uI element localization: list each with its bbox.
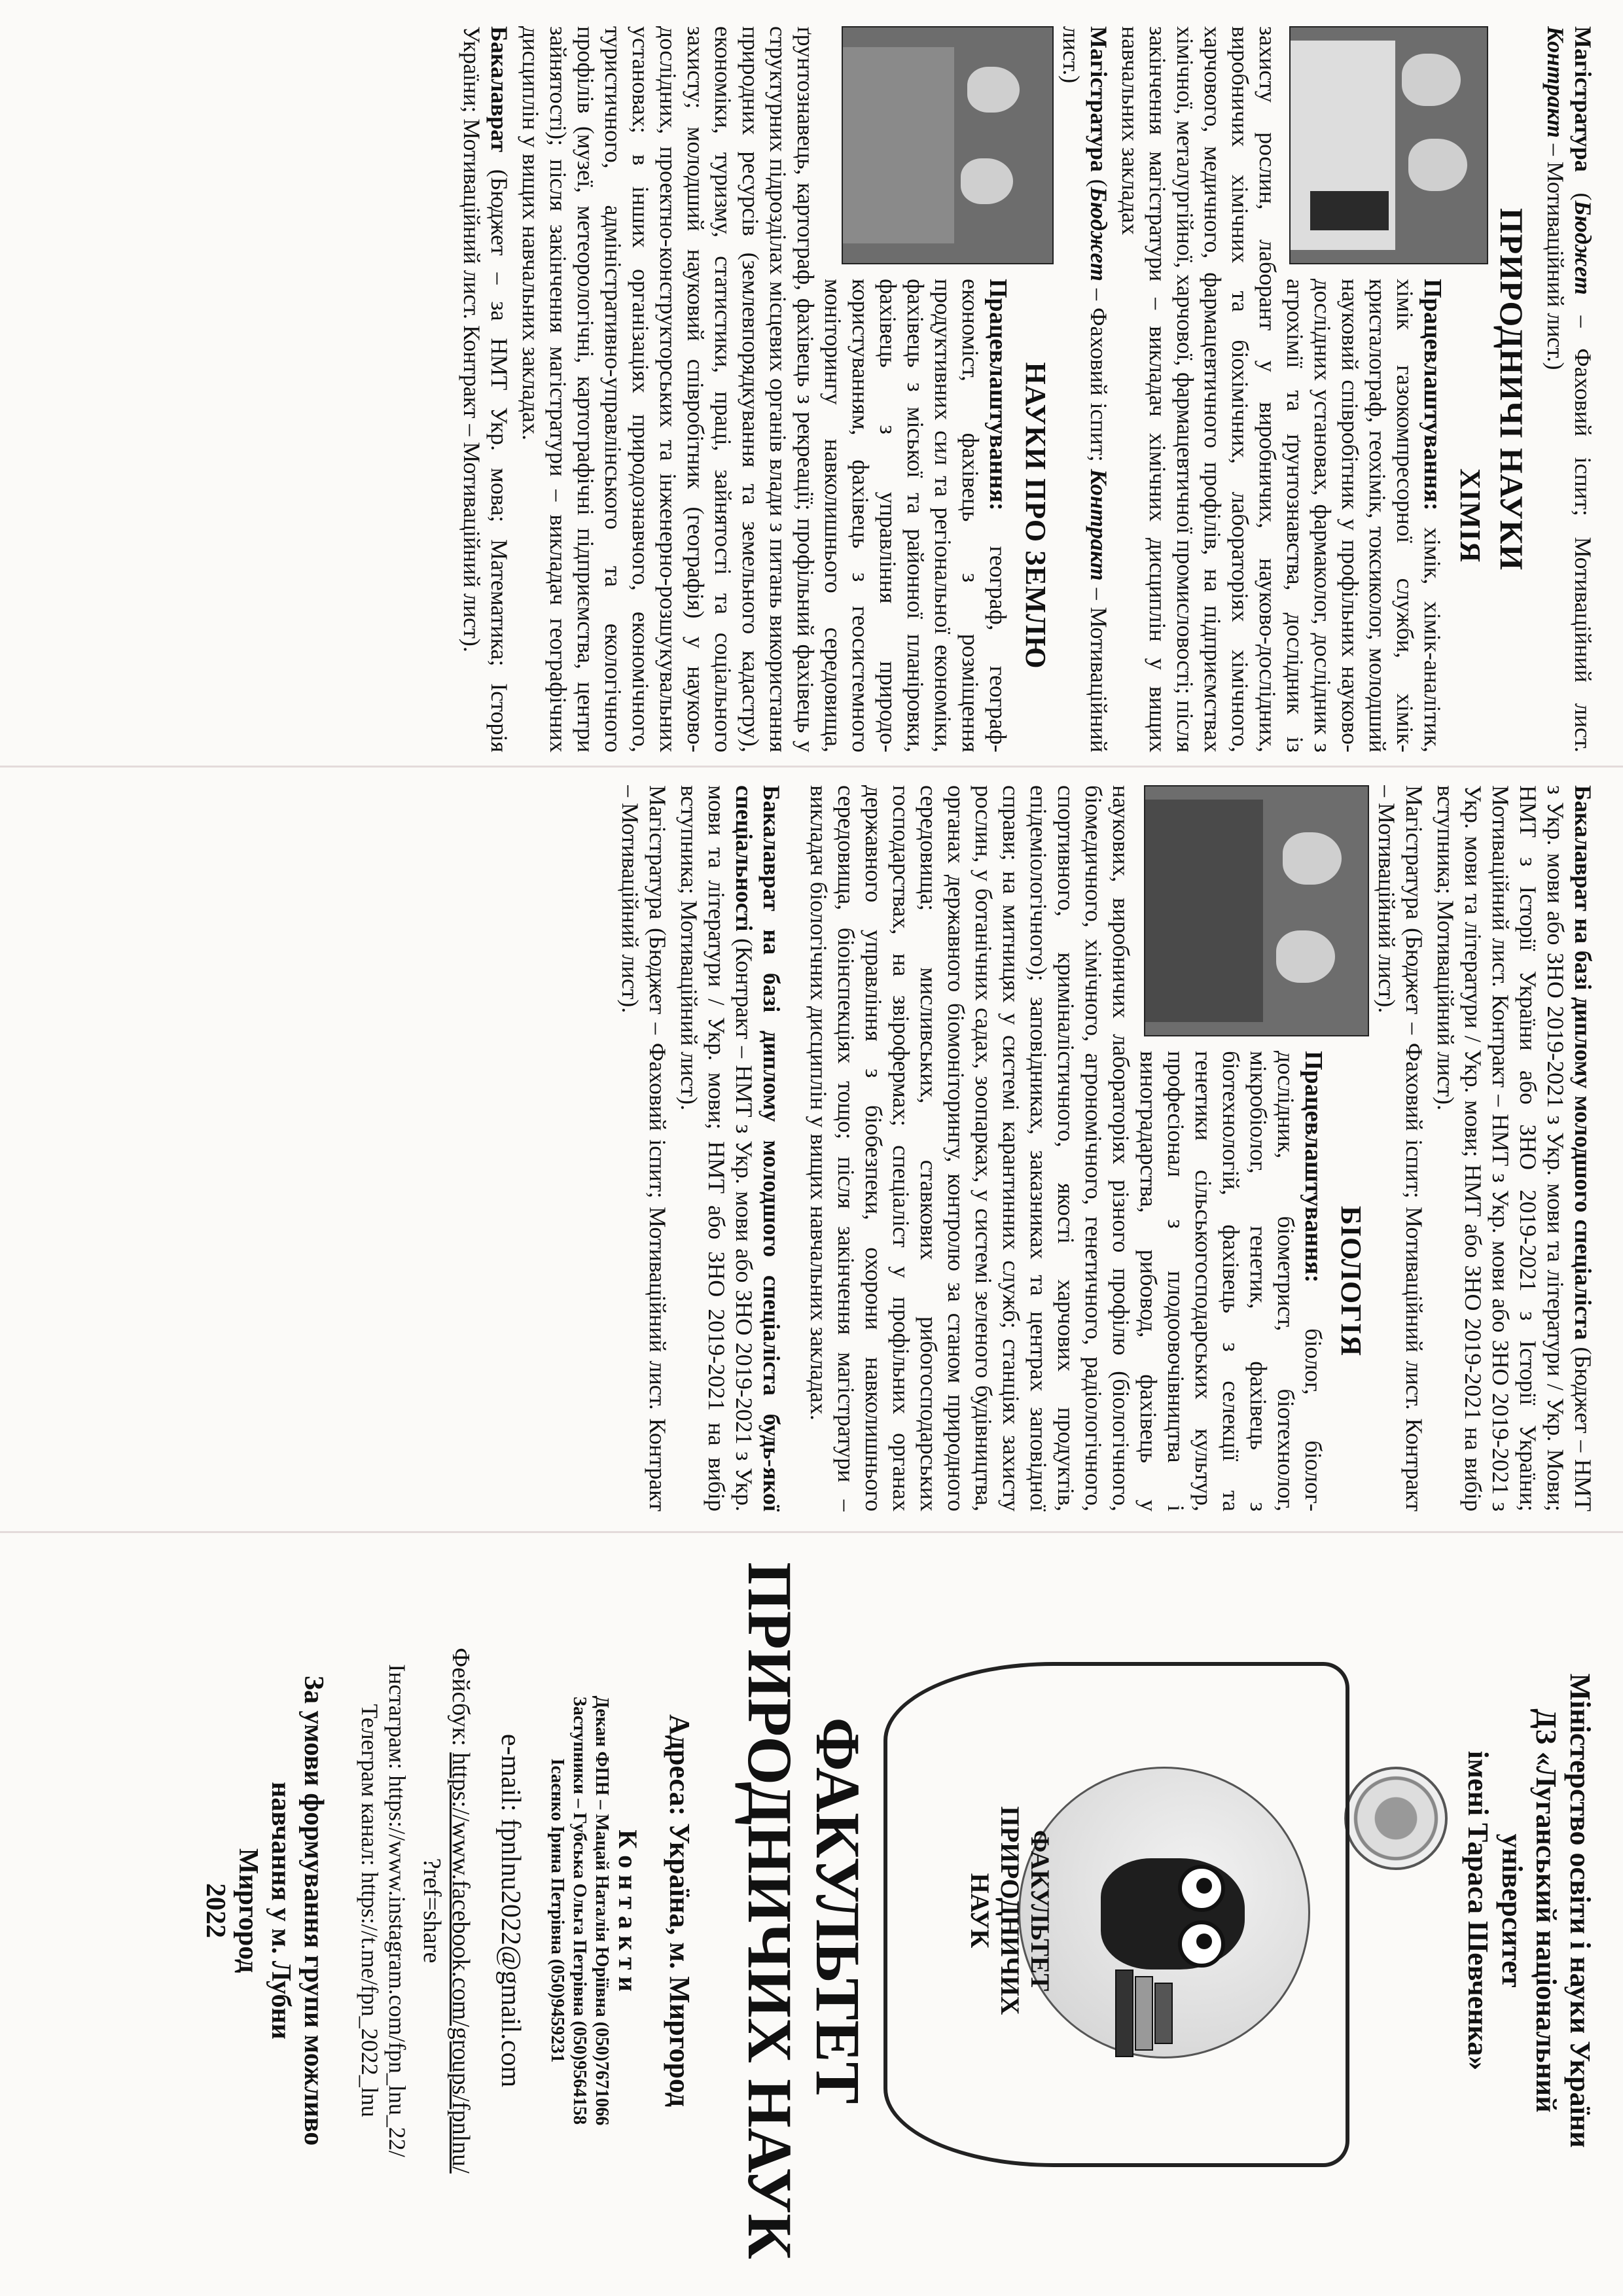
address: Адреса: Україна, м. Миргород <box>664 1714 696 2108</box>
email[interactable]: e-mail: fpnlnu2022@gmail.com <box>495 1733 526 2088</box>
bachelor-junior-block: Бакалаврат на базі диплому молодшого спеціаліста (Бюджет – НМТ з Укр. мови або ЗНО 2019-2021 з Укр. мови та літератури / Укр. Мови; НМТ з Історії України або ЗНО 2019-2021 з Історії України; Мотиваційний лист. Контракт – НМТ з Укр. мови або ЗНО 2019-2021 з Укр. мови та літератури / Укр. мови; НМТ або ЗНО 2019-2021 на вибір вступника; Мотиваційний лист). <box>1433 785 1596 1511</box>
dean-contact: Декан ФПН – Мацай Наталія Юріївна (050)7671066 <box>592 1695 612 2126</box>
intro-master: Магістратура (Бюджет – Фаховий іспит; Мотиваційний лист. Контракт – Мотиваційний лист.) <box>1543 26 1596 752</box>
facebook-link[interactable]: Фейсбук: https://www.facebook.com/groups/fpnlnu/ <box>447 1648 474 2174</box>
middle-panel <box>26 785 1597 1511</box>
earth-employment: Працевлаштування: географ, географ-економіст, фахівець з розміщення продуктивних сил та регіональної економіки, фахівець з міської та районної планіровки, фахівець з управління природо-користуванням, фахівець з геосистемного моніторингу навколишнього середовища, ґрунтознавець, картограф, фахівець з рекреації; профільний фахівець у структурних підрозділах місцевих органів влади з питань використання природних ресурсів (землевпорядкування та земельного кадастру), економіки, туризму, статистики, праці, зайнятості та соціального захисту; молодший науковий співробітник (географія) у науково-дослідних, проектно-конструкторських та інженерно-розшукувальних установах; в інших організаціях природознавчого, економічного, туристичного, адміністративно-управлінського та екологічного профілів (музеї, метеорологічні, картографічні підприємства, центри зайнятості); після закінчення магістратури – викладач географічних дисциплін у вищих навчальних закладах. <box>518 26 1012 752</box>
biology-photo <box>1144 785 1369 1036</box>
earth-bachelor: Бакалаврат (Бюджет – за НМТ Укр. мова; Математика; Історія України; Мотиваційний лист. Контракт – Мотиваційний лист). <box>459 26 512 752</box>
chemistry-photo <box>1289 26 1488 264</box>
left-panel <box>26 26 1597 752</box>
deputy-contact-2: Ісаєнко Ірина Петрівна (050)9459231 <box>547 1758 567 2063</box>
lubny-note-1: За умови формування групи можливо <box>298 1675 329 2146</box>
university-seal-icon <box>1344 1767 1448 1870</box>
university-line-1: ДЗ «Луганський національний <box>1530 1708 1562 2113</box>
section-natural-sciences: ПРИРОДНИЧІ НАУКИ <box>1493 207 1530 571</box>
biology-title: БІОЛОГІЯ <box>1335 1205 1367 1357</box>
faculty-emblem <box>872 1551 1461 2270</box>
lubny-note-2: навчання у м. Лубни <box>266 1782 296 2040</box>
university-line-2: університет <box>1496 1833 1528 1988</box>
city: Миргород <box>233 1848 263 1973</box>
telegram-link[interactable]: Телеграм канал: https://t.me/fpn_2022_lnu <box>357 1704 383 2117</box>
bachelor-junior-master: Магістратура (Бюджет – Фаховий іспит; Мотиваційний лист. Контракт – Мотиваційний лист). <box>1374 785 1427 1511</box>
fold-line-1 <box>0 766 1623 768</box>
university-line-3: імені Тараса Шевченка» <box>1462 1750 1494 2071</box>
faculty-title-line-1: ФАКУЛЬТЕТ <box>803 1717 873 2104</box>
fold-line-2 <box>0 1531 1623 1533</box>
deputy-contact-1: Заступники – Губська Ольга Петрівна (050)9564158 <box>569 1696 590 2125</box>
ministry-name: Міністерство освіти і науки України <box>1564 1673 1596 2148</box>
chemistry-master: Магістратура (Бюджет – Фаховий іспит; Контракт – Мотиваційний лист.) <box>1058 26 1112 752</box>
chemistry-employment: Працевлаштування: хімік, хімік-аналітик, хімік газокомпресорної служби, хімік-кристалограф, геохімік, токсиколог, молодший науковий співробітник у профільних науково-дослідних установах, фармаколог, дослідник з агрохімії та ґрунтознавства, дослідник із захисту рослин, лаборант у виробничих, науково-дослідних, виробничих хімічних та біохімічних, лабораторіях хімічного, харчового, медичного, фармацевтичного профілів, на підприємствах хімічної, металургійної, харчової, фармацевтичної промисловості; після закінчення магістратури – викладач хімічних дисциплін у вищих навчальних закладах <box>1117 26 1446 752</box>
any-specialty-block: Бакалаврат на базі диплому молодшого спеціаліста будь-якої спеціальності (Контракт – НМТ з Укр. мови або ЗНО 2019-2021 з Укр. мови та літератури / Укр. мови; НМТ або ЗНО 2019-2021 на вибір вступника; Мотиваційний лист). <box>676 785 785 1511</box>
year: 2022 <box>200 1883 230 1938</box>
any-specialty-master: Магістратура (Бюджет – Фаховий іспит; Мотиваційний лист. Контракт – Мотиваційний лист). <box>617 785 671 1511</box>
earth-sciences-title: НАУКИ ПРО ЗЕМЛЮ <box>1020 362 1052 669</box>
chemistry-title: ХІМІЯ <box>1454 468 1486 563</box>
contacts-title: К о н т а к т и <box>613 1829 643 1992</box>
emblem-caption: ФАКУЛЬТЕТ ПРИРОДНИЧИХ НАУК <box>965 1806 1055 2015</box>
facebook-ref: ?ref=share <box>418 1858 446 1964</box>
faculty-title-line-2: ПРИРОДНИЧИХ НАУК <box>735 1562 805 2259</box>
earth-sciences-photo <box>842 26 1054 264</box>
books-icon <box>1154 1983 1173 2044</box>
right-panel <box>26 1551 1597 2270</box>
biology-employment: Працевлаштування: біолог, біолог-дослідник, біометрист, біотехнолог, мікробіолог, генетик, фахівець з біотехнологій, фахівець з селекції та генетики сільськогосподарських культур, професіонал з плодоовочівництва і виноградарства, рибовод, фахівець у наукових, виробничих лабораторіях різного профілю (біологічного, біомедичного, хімічного, агрономічного, генетичного, радіологічного, спортивного, криміналістичного, якості харчових продуктів, епідеміологічного); заповідниках, заказниках та центрах заповідної справи; на митницях у системі карантинних служб; станціях захисту рослин, у ботанічних садах, зоопарках, у системі зеленого будівництва, органах державного біомоніторингу, контролю за станом природного середовища; мисливських, ставкових рибогосподарських господарствах, на звірофермах; спеціаліст у профільних органах державного управління з біобезпеки, охорони навколишнього середовища, біоінспекціях тощо; після закінчення магістратури – викладач біологічних дисциплін у вищих навчальних закладах. <box>806 785 1327 1511</box>
instagram-link[interactable]: Інстаграм: https://www.instagram.com/fpn_lnu_22/ <box>384 1664 410 2157</box>
